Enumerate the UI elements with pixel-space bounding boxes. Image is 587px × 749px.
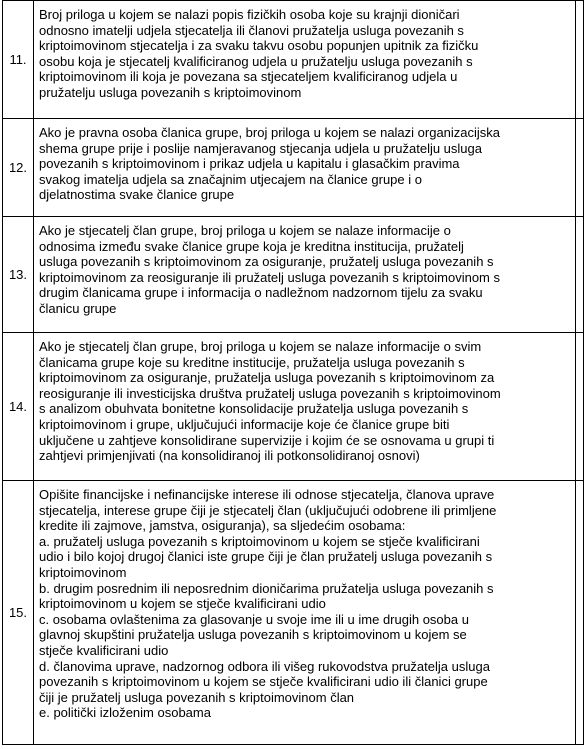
row-number: 15.	[3, 481, 34, 745]
row-text-line: povezanih s kriptoimovinom u kojem se stječe kvalificirani udio ili članici grupe	[39, 674, 488, 690]
row-text-line: Ako je stjecatelj član grupe, broj priloga u kojem se nalaze informacije o svim	[39, 339, 482, 354]
row-side-cell	[576, 333, 584, 481]
row-text-line: d. članovima uprave, nadzornog odbora ili višeg rukovodstva pružatelja usluga	[39, 658, 490, 674]
row-text-line: stjecatelja, interese grupe čiji je stjecatelj član (uključujući odobrene ili primljene	[39, 502, 497, 518]
questionnaire-row	[3, 481, 584, 745]
row-text-line: drugim članicama grupe i informacija o nadležnom nadzornom tijelu za svaku	[39, 285, 483, 301]
row-number: 11.	[3, 1, 34, 119]
row-text-line: osobu koja je stjecatelj kvalificiranog udjela u pružatelju usluga povezanih s	[39, 53, 473, 69]
row-text-line: kriptoimovinom za osiguranje, pružatelja usluga povezanih s kriptoimovinom za	[39, 370, 495, 386]
row-side-cell	[576, 217, 584, 333]
row-text-line: stječe kvalificirani udio	[39, 642, 169, 658]
row-text-line: glavnoj skupštini pružatelja usluga povezanih s kriptoimovinom u kojem se	[39, 627, 467, 643]
row-text-line: c. osobama ovlaštenima za glasovanje u svoje ime ili u ime drugih osoba u	[39, 611, 469, 627]
row-text-line: zahtjevi primjenjivati (na konsolidiranoj ili potkonsolidiranoj osnovi)	[39, 448, 420, 464]
row-text-line: kriptoimovinom i grupe, uključujući informacije koje će članice grupe biti	[39, 416, 450, 432]
row-number: 14.	[3, 333, 34, 481]
row-text	[34, 333, 576, 481]
row-side-cell	[576, 1, 584, 119]
questionnaire-row	[3, 217, 584, 333]
questionnaire-row	[3, 119, 584, 217]
row-text-line: udio i bilo kojoj drugoj članici iste grupe čiji je član pružatelj usluga povezanih s	[39, 549, 493, 565]
questionnaire-table	[2, 0, 584, 745]
questionnaire-row	[3, 1, 584, 119]
row-text-line: povezanih s kriptoimovinom i prikaz udjela u kapitalu i glasačkim pravima	[39, 156, 460, 172]
row-text-line: kredite ili zajmove, jamstva, osiguranja), sa sljedećim osobama:	[39, 518, 406, 534]
row-text-line: shema grupe prije i poslije namjeravanog stjecanja udjela u pružatelju usluga	[39, 140, 482, 156]
row-text-line: b. drugim posrednim ili neposrednim dioničarima pružatelja usluga povezanih s	[39, 580, 494, 596]
row-text-line: Broj priloga u kojem se nalazi popis fizičkih osoba koje su krajnji dioničari	[39, 7, 460, 22]
row-text-line: kriptoimovinom ili koja je povezana sa stjecateljem kvalificiranog udjela u	[39, 69, 458, 85]
row-text	[34, 217, 576, 333]
row-text	[34, 481, 576, 745]
row-text-line: kriptoimovinom stjecatelja i za svaku takvu osobu popunjen upitnik za fizičku	[39, 38, 479, 54]
row-number: 13.	[3, 217, 34, 333]
row-text-line: čiji je pružatelj usluga povezanih s kriptoimovinom član	[39, 689, 355, 705]
row-text-line: e. politički izloženim osobama	[39, 705, 211, 721]
row-text-line: s analizom obuhvata bonitetne konsolidacije pružatelja usluga povezanih s	[39, 401, 469, 417]
row-text-line: kriptoimovinom	[39, 564, 127, 580]
row-text-line: Ako je stjecatelj član grupe, broj priloga u kojem se nalaze informacije o	[39, 223, 451, 238]
row-text	[34, 1, 576, 119]
row-text-line: uključene u zahtjeve konsolidirane supervizije i kojim će se osnovama u grupi ti	[39, 432, 495, 448]
row-side-cell	[576, 119, 584, 217]
row-text-line: reosiguranje ili investicijska društva pružatelj usluga povezanih s kriptoimovinom	[39, 385, 501, 401]
row-text-line: odnosima između svake članice grupe koja je kreditna institucija, pružatelj	[39, 238, 464, 254]
row-text-line: a. pružatelj usluga povezanih s kriptoimovinom u kojem se stječe kvalificirani	[39, 533, 480, 549]
row-text-line: usluga povezanih s kriptoimovinom za osiguranje, pružatelj usluga povezanih s	[39, 254, 494, 270]
row-side-cell	[576, 481, 584, 745]
row-text-line: Opišite financijske i nefinancijske interese ili odnose stjecatelja, članova uprave	[39, 487, 495, 502]
row-text-line: pružatelju usluga povezanih s kriptoimovinom	[39, 84, 302, 100]
questionnaire-rows	[3, 1, 584, 745]
row-text-line: djelatnostima svake članice grupe	[39, 187, 235, 203]
row-text-line: odnosno imatelji udjela stjecatelja ili članovi pružatelja usluga povezanih s	[39, 22, 464, 38]
row-text-line: kriptoimovinom u kojem se stječe kvalificirani udio	[39, 596, 326, 612]
row-text-line: Ako je pravna osoba članica grupe, broj priloga u kojem se nalazi organizacijska	[39, 125, 501, 140]
questionnaire-row	[3, 333, 584, 481]
row-text-line: svakog imatelja udjela sa značajnim utjecajem na članice grupe i o	[39, 171, 422, 187]
row-text-line: članicu grupe	[39, 300, 117, 316]
row-number: 12.	[3, 119, 34, 217]
row-text-line: članicama grupe koje su kreditne institucije, pružatelja usluga povezanih s	[39, 354, 465, 370]
row-text	[34, 119, 576, 217]
row-text-line: kriptoimovinom za reosiguranje ili pružatelj usluga povezanih s kriptoimovinom s	[39, 269, 500, 285]
